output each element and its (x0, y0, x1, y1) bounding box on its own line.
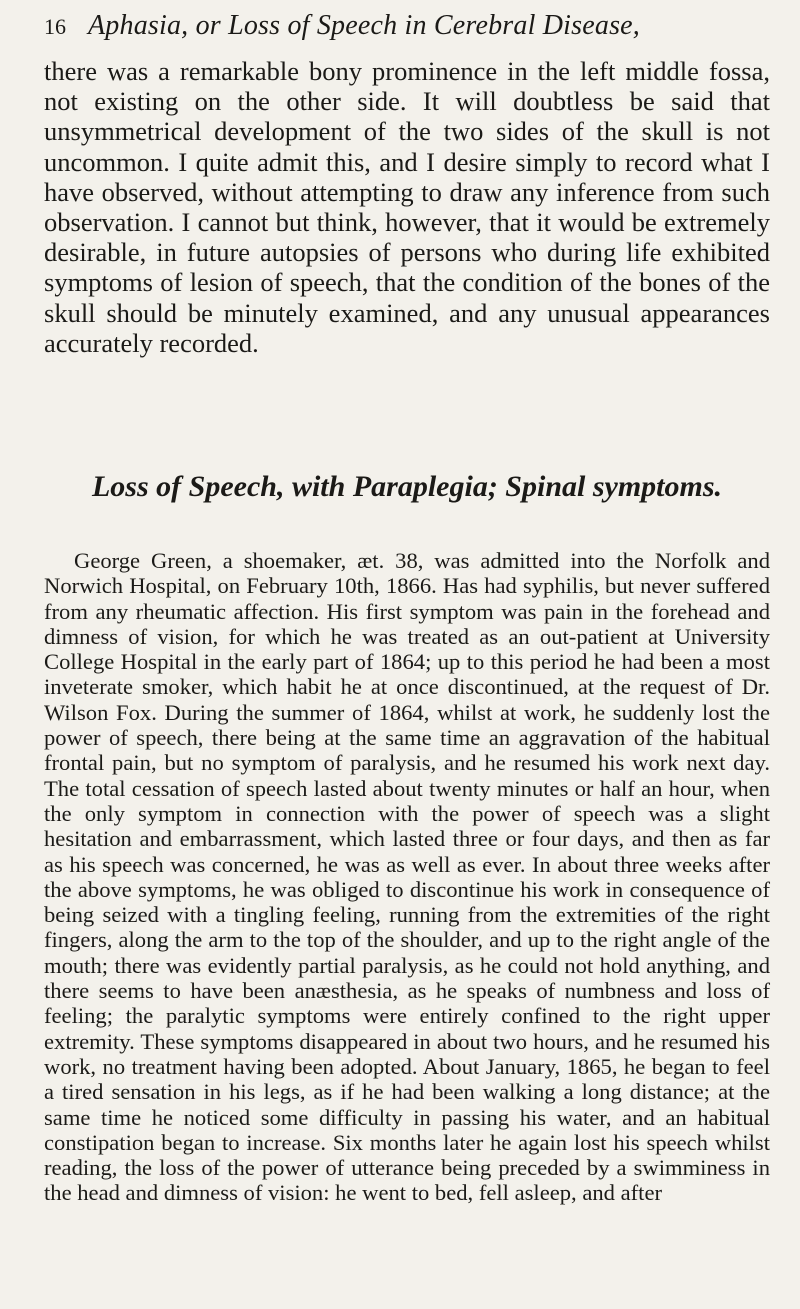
intro-paragraph: there was a remarkable bony prominence in the left middle fossa, not existing on the other side. It will doubtless be said that unsymmetrical development of the two sides of the skull is not uncommon. I quite admit this, and I desire simply to record what I have observed, without attempting to draw any inference from such observation. I cannot but think, however, that it would be extremely desirable, in future autopsies of persons who during life exhibited symptoms of lesion of speech, that the condition of the bones of the skull should be minutely examined, and any unusual appearances accurately recorded. (44, 56, 770, 358)
page-number: 16 (44, 14, 66, 39)
running-head (44, 10, 764, 50)
case-paragraph: George Green, a shoemaker, æt. 38, was admitted into the Norfolk and Norwich Hospital, on February 10th, 1866. Has had syphilis, but never suffered from any rheumatic affection. His first symptom was pain in the forehead and dimness of vision, for which he was treated as an out-patient at University College Hospital in the early part of 1864; up to this period he had been a most inveterate smoker, which habit he at once discontinued, at the request of Dr. Wilson Fox. During the summer of 1864, whilst at work, he suddenly lost the power of speech, there being at the same time an aggravation of the habitual frontal pain, but no symptom of paralysis, and he resumed his work next day. The total cessation of speech lasted about twenty minutes or half an hour, when the only symptom in connection with the power of speech was a slight hesitation and embarrassment, which lasted three or four days, and then as far as his speech was concerned, he was as well as ever. In about three weeks after the above symptoms, he was obliged to discontinue his work in consequence of being seized with a tingling feeling, running from the extremities of the right fingers, along the arm to the top of the shoulder, and up to the right angle of the mouth; there was evidently partial paralysis, as he could not hold anything, and there seems to have been anæsthesia, as he speaks of numbness and loss of feeling; the paralytic symptoms were entirely confined to the right upper extremity. These symptoms disappeared in about two hours, and he resumed his work, no treatment having been adopted. About January, 1865, he began to feel a tired sensation in his legs, as if he had been walking a long distance; at the same time he noticed some difficulty in passing his water, and an habitual constipation began to increase. Six months later he again lost his speech whilst reading, the loss of the power of utterance being preceded by a swimminess in the head and dimness of vision: he went to bed, fell asleep, and after (44, 548, 770, 1206)
section-heading: Loss of Speech, with Paraplegia; Spinal symptoms. (91, 470, 723, 503)
running-title: Aphasia, or Loss of Speech in Cerebral Disease, (88, 10, 640, 41)
